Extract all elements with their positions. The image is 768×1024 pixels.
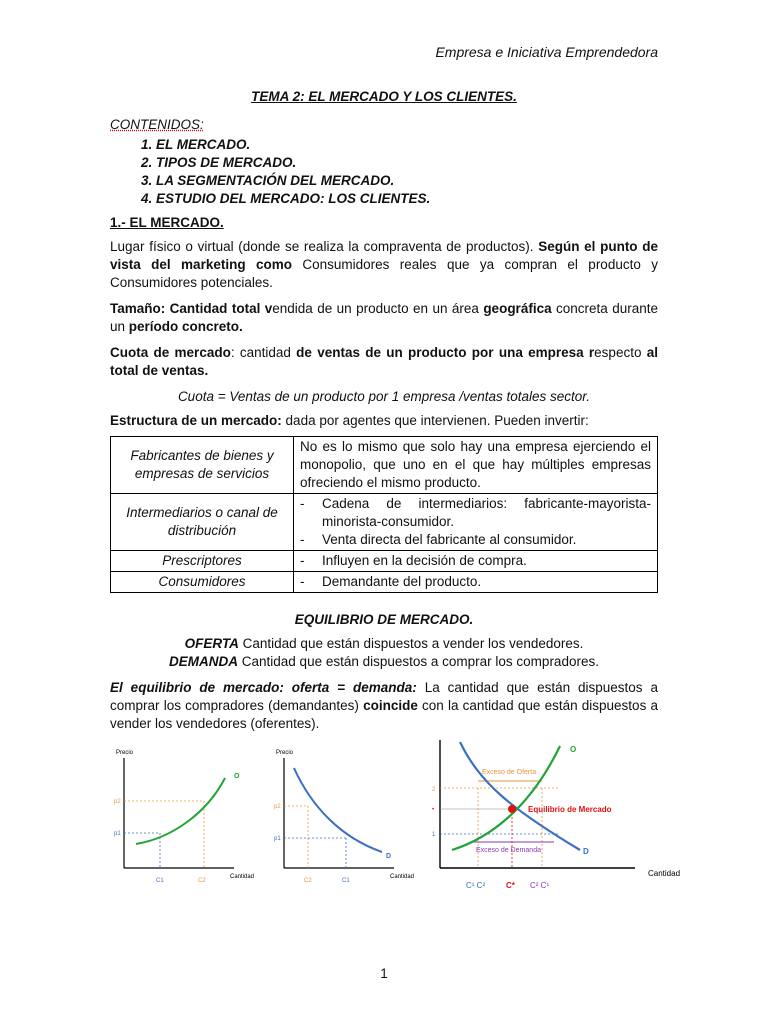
paragraph-estructura	[110, 412, 658, 430]
supply-curve	[136, 778, 225, 844]
table-cell-role: Consumidores	[111, 572, 294, 593]
text-span: especto	[594, 345, 647, 360]
contents-label: CONTENIDOS:	[110, 117, 204, 132]
dash-marker: -	[300, 496, 305, 511]
tick-label: p2	[274, 804, 281, 810]
dash-text: Venta directa del fabricante al consumidor.	[322, 532, 577, 547]
tick-label: C2	[304, 878, 312, 884]
tick-label: C¹ C²	[466, 881, 486, 890]
dash-item	[300, 531, 651, 549]
tick-label: p2	[114, 799, 121, 805]
text-span: Lugar físico o virtual (donde se realiza la compraventa de productos).	[110, 239, 539, 254]
text-span: OFERTA	[184, 636, 239, 651]
text-span: DEMANDA	[169, 654, 239, 669]
text-span: dada por agentes que intervienen. Pueden invertir:	[281, 413, 589, 428]
tick-label: 1	[432, 832, 436, 838]
annotation-exceso-demanda: Exceso de Demanda	[476, 847, 541, 854]
dash-item	[300, 552, 651, 570]
tick-label: •	[432, 807, 435, 813]
text-span: de ventas de un producto por una empresa r	[296, 345, 595, 360]
equilibrium-chart	[430, 738, 680, 898]
text-span: endida de un producto en un área	[272, 301, 484, 316]
contents-item: 1. EL MERCADO.	[156, 136, 658, 154]
text-span: coincide	[363, 698, 418, 713]
text-span: con la cantidad que están dispuestos a vender los vendedores (oferentes).	[110, 698, 659, 731]
table-row	[111, 494, 658, 551]
cuota-formula: Cuota = Ventas de un producto por 1 empresa /ventas totales sector.	[177, 389, 591, 404]
table-cell-role: Fabricantes de bienes y empresas de servicios	[111, 437, 294, 494]
table-row	[111, 437, 658, 494]
x-axis-label: Cantidad	[230, 874, 255, 880]
demand-chart	[272, 738, 422, 888]
table-cell-role: Prescriptores	[111, 551, 294, 572]
paragraph-equilibrio	[110, 679, 658, 733]
table-cell-desc	[294, 551, 658, 572]
tick-label: C2	[198, 878, 206, 884]
charts-area	[112, 738, 692, 898]
y-axis-label: Precio	[276, 750, 294, 756]
series-label: O	[234, 773, 240, 780]
table-cell-desc: No es lo mismo que solo hay una empresa ejerciendo el monopolio, que uno en el que hay múltiples empresas ofreciendo el mismo producto.	[294, 437, 658, 494]
text-span: al total de ventas.	[110, 345, 658, 378]
supply-curve	[452, 746, 560, 850]
text-span: Tamaño:	[110, 301, 170, 316]
oferta-line	[110, 635, 658, 653]
text-span: concreta durante un	[110, 301, 658, 334]
contents-list	[110, 136, 658, 208]
text-span: El equilibrio de mercado: oferta = demanda:	[110, 680, 417, 695]
page-header: Empresa e Iniciativa Emprendedora	[435, 44, 658, 60]
y-axis-label: Precio	[116, 750, 134, 756]
contents-item: 3. LA SEGMENTACIÓN DEL MERCADO.	[156, 172, 658, 190]
tick-label: 2	[432, 787, 436, 793]
dash-marker: -	[300, 532, 305, 547]
demanda-line	[110, 653, 658, 671]
annotation-equilibrio: Equilibrio de Mercado	[528, 805, 612, 814]
text-span: Cantidad total v	[169, 301, 273, 316]
document-body	[110, 88, 658, 741]
table-cell-desc	[294, 494, 658, 551]
dash-text: Cadena de intermediarios: fabricante-mayorista-minorista-consumidor.	[322, 496, 651, 529]
contents-item: 4. ESTUDIO DEL MERCADO: LOS CLIENTES.	[156, 190, 658, 208]
dash-marker: -	[300, 574, 305, 589]
tick-label: C*	[506, 881, 515, 890]
table-cell-desc	[294, 572, 658, 593]
document-title: TEMA 2: EL MERCADO Y LOS CLIENTES.	[251, 89, 517, 104]
series-label: D	[583, 847, 589, 856]
section-heading-equilibrio: EQUILIBRIO DE MERCADO.	[294, 612, 474, 627]
dash-text: Demandante del producto.	[322, 574, 482, 589]
series-label: O	[570, 745, 577, 754]
text-span: Estructura de un mercado:	[110, 413, 282, 428]
text-span: Consumidores reales que ya compran el producto y Consumidores potenciales.	[110, 257, 658, 290]
paragraph-mercado-definition	[110, 238, 658, 292]
table-row	[111, 572, 658, 593]
text-span: La cantidad que están dispuestos a comprar los compradores (demandantes)	[110, 680, 658, 713]
equilibrium-point	[508, 805, 516, 813]
text-span: Cuota de mercado	[110, 345, 231, 360]
text-span: geográfica	[483, 301, 552, 316]
paragraph-tamano	[110, 300, 658, 336]
tick-label: p1	[274, 836, 281, 842]
text-span: Cantidad que están dispuestos a vender los vendedores.	[238, 636, 584, 651]
tick-label: C1	[156, 878, 164, 884]
table-cell-role: Intermediarios o canal de distribución	[111, 494, 294, 551]
x-axis-label: Cantidad	[390, 874, 415, 880]
text-span: Cantidad que están dispuestos a comprar los compradores.	[238, 654, 599, 669]
demand-curve	[294, 768, 382, 852]
contents-item: 2. TIPOS DE MERCADO.	[156, 154, 658, 172]
supply-chart	[112, 738, 262, 888]
paragraph-cuota	[110, 344, 658, 380]
text-span: período concreto.	[128, 319, 243, 334]
dash-item	[300, 495, 651, 531]
tick-label: C² C¹	[530, 881, 550, 890]
text-span: : cantidad	[230, 345, 297, 360]
dash-marker: -	[300, 553, 305, 568]
dash-item	[300, 573, 651, 591]
x-axis-label: Cantidad	[648, 869, 680, 878]
tick-label: p1	[114, 831, 121, 837]
market-structure-table	[110, 436, 658, 593]
series-label: D	[386, 853, 392, 860]
section-heading-mercado: 1.- EL MERCADO.	[110, 215, 224, 230]
tick-label: C1	[342, 878, 350, 884]
page-number: 1	[380, 966, 388, 981]
table-row	[111, 551, 658, 572]
dash-text: Influyen en la decisión de compra.	[322, 553, 527, 568]
annotation-exceso-oferta: Exceso de Oferta	[482, 769, 537, 776]
text-span: Según el punto de vista del marketing como	[110, 239, 658, 272]
